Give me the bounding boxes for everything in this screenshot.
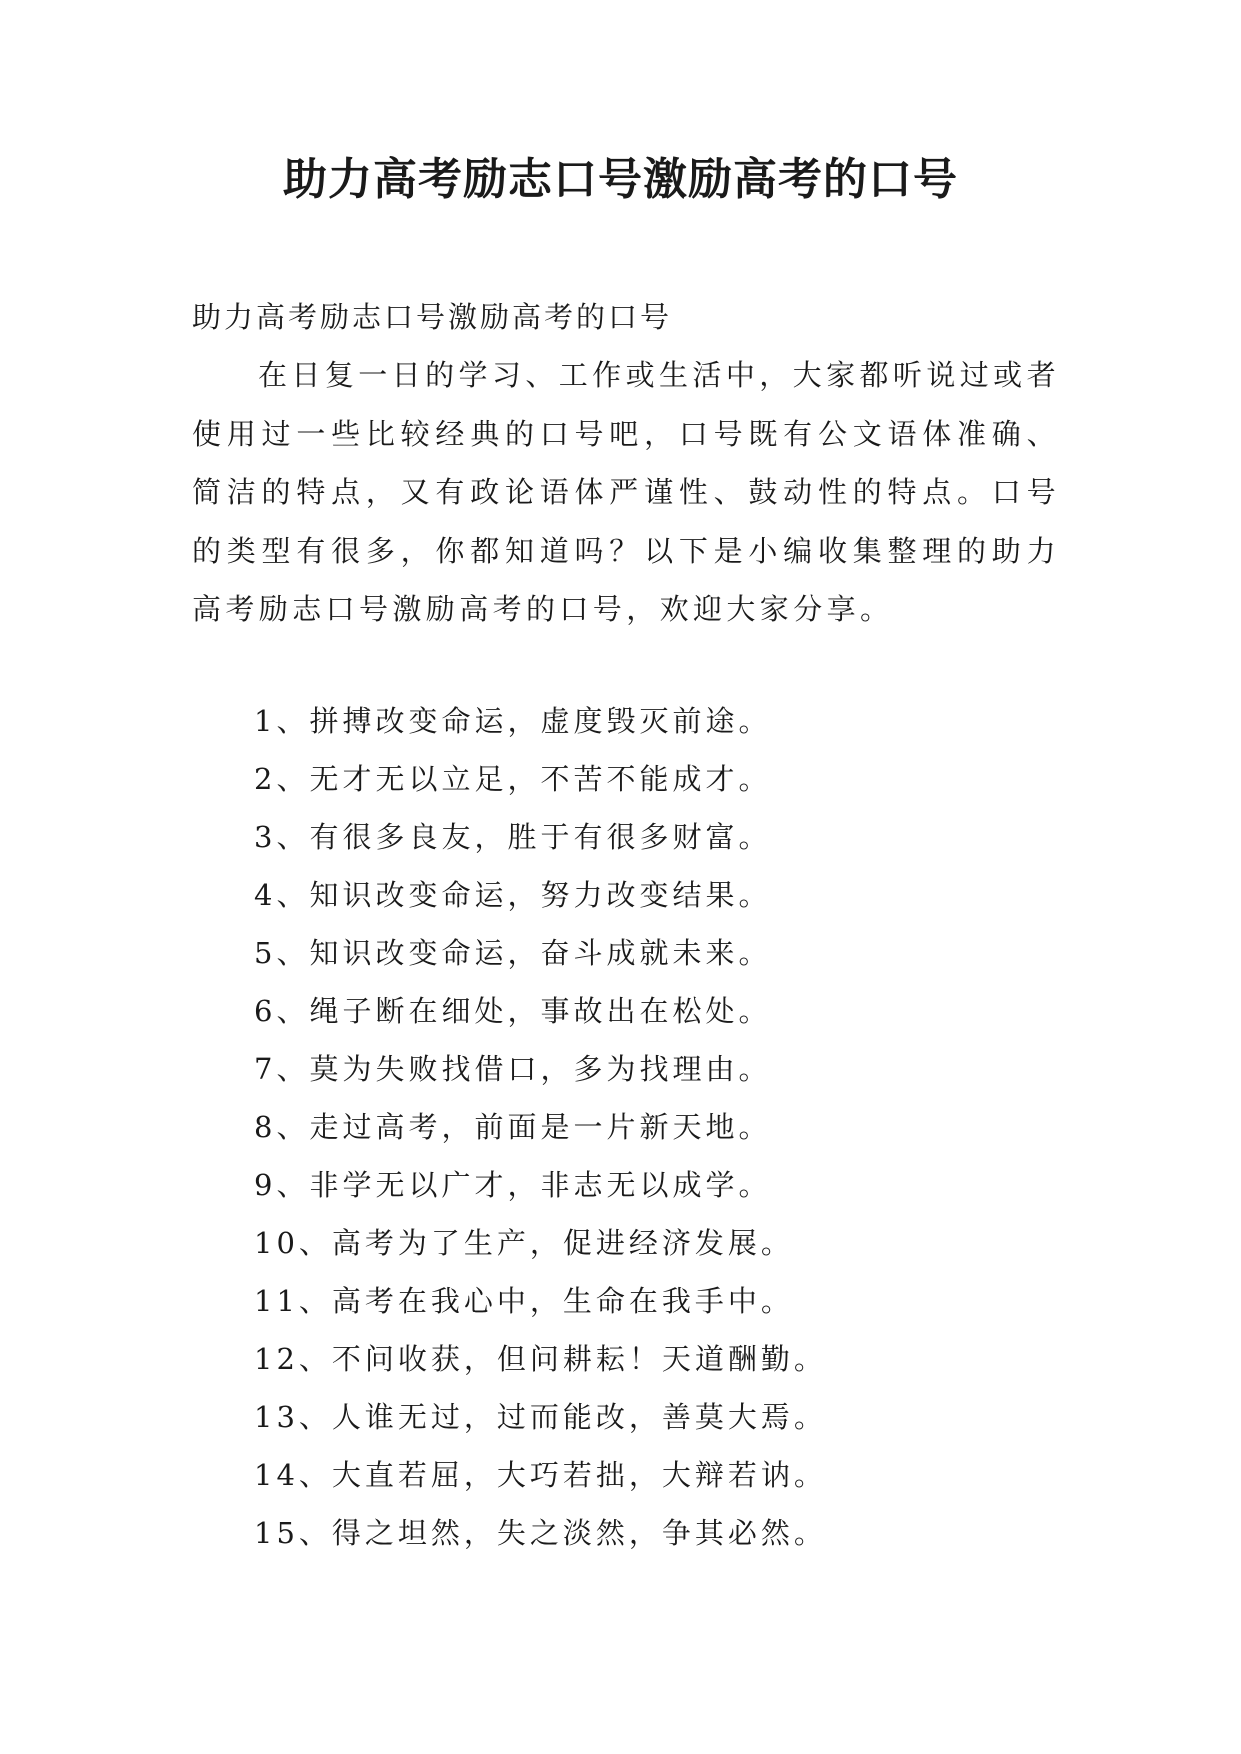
document-subtitle: 助力高考励志口号激励高考的口号 — [192, 300, 673, 334]
slogan-item: 10、高考为了生产，促进经济发展。 — [254, 1226, 794, 1260]
slogan-item: 2、无才无以立足，不苦不能成才。 — [254, 762, 772, 796]
document-title: 助力高考励志口号激励高考的口号 — [283, 154, 958, 205]
slogan-item: 15、得之坦然，失之淡然，争其必然。 — [254, 1516, 827, 1550]
intro-paragraph: 在日复一日的学习、工作或生活中，大家都听说过或者使用过一些比较经典的口号吧，口号既有公文语体准确、简洁的特点，又有政论语体严谨性、鼓动性的特点。口号的类型有很多，你都知道吗？以下是小编收集整理的助力高考励志口号激励高考的口号，欢迎大家分享。 — [192, 358, 1060, 626]
document-body — [192, 288, 1060, 639]
slogan-item: 7、莫为失败找借口，多为找理由。 — [254, 1052, 772, 1086]
slogan-item: 14、大直若屈，大巧若拙，大辩若讷。 — [254, 1458, 827, 1492]
slogan-list — [254, 692, 827, 1562]
slogan-item: 4、知识改变命运，努力改变结果。 — [254, 878, 772, 912]
slogan-item: 1、拼搏改变命运，虚度毁灭前途。 — [254, 704, 772, 738]
slogan-item: 12、不问收获，但问耕耘！天道酬勤。 — [254, 1342, 827, 1376]
slogan-item: 5、知识改变命运，奋斗成就未来。 — [254, 936, 772, 970]
slogan-item: 8、走过高考，前面是一片新天地。 — [254, 1110, 772, 1144]
slogan-item: 6、绳子断在细处，事故出在松处。 — [254, 994, 772, 1028]
slogan-item: 9、非学无以广才，非志无以成学。 — [254, 1168, 772, 1202]
slogan-item: 3、有很多良友，胜于有很多财富。 — [254, 820, 772, 854]
slogan-item: 13、人谁无过，过而能改，善莫大焉。 — [254, 1400, 827, 1434]
slogan-item: 11、高考在我心中，生命在我手中。 — [254, 1284, 794, 1318]
